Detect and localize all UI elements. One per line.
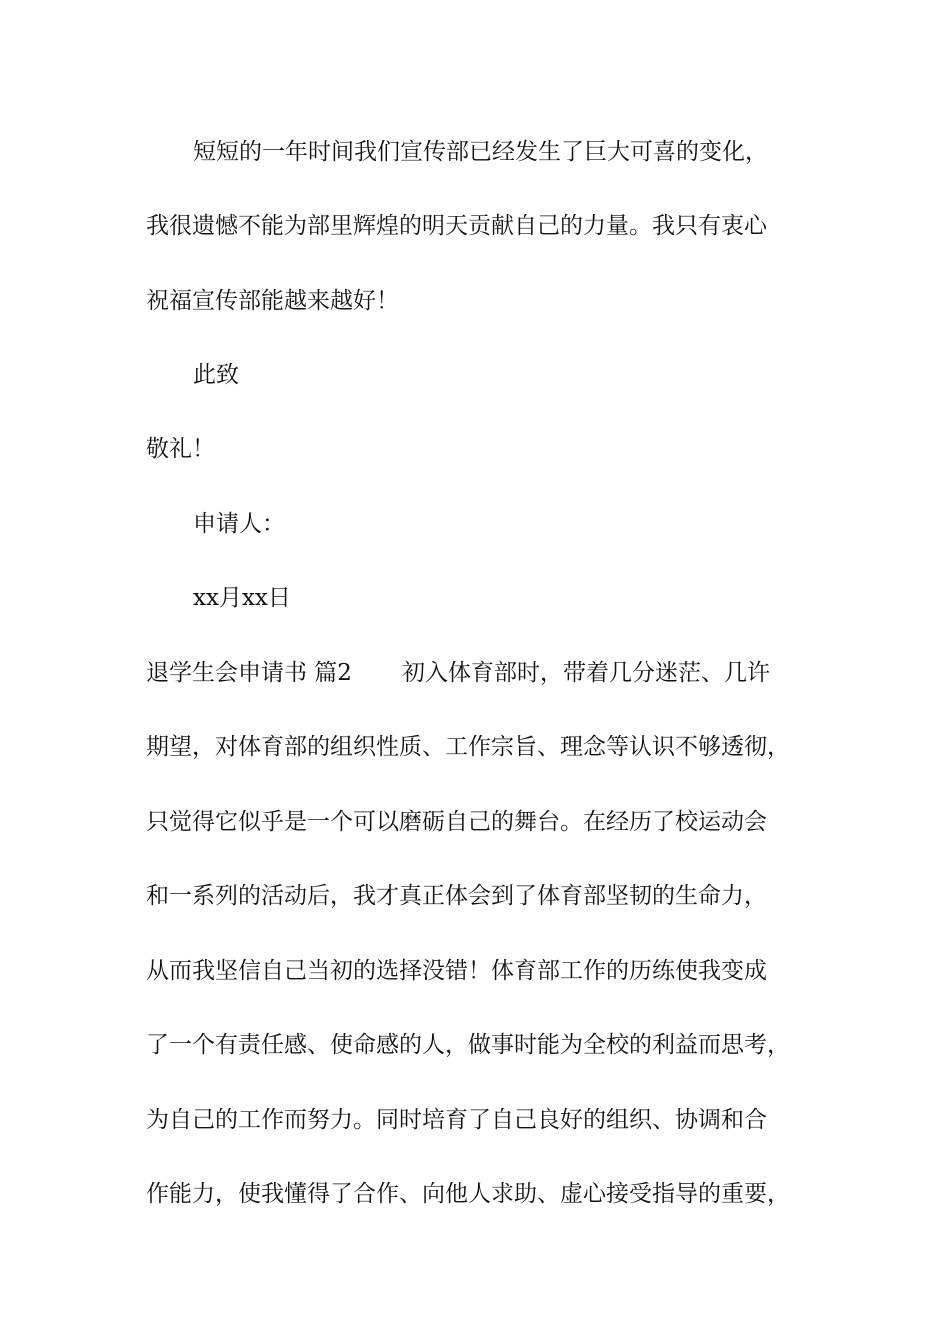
paragraph-line-13: 了一个有责任感、使命感的人，做事时能为全校的利益而思考， — [146, 1032, 790, 1058]
section-heading-line — [146, 653, 770, 693]
closing-salutation: 此致 — [193, 362, 239, 388]
section-body-start: 初入体育部时，带着几分迷茫、几许 — [401, 660, 770, 686]
paragraph-line-2: 我很遗憾不能为部里辉煌的明天贡献自己的力量。我只有衷心 — [146, 213, 767, 239]
paragraph-line-14: 为自己的工作而努力。同时培育了自己良好的组织、协调和合 — [146, 1107, 767, 1133]
paragraph-line-10: 只觉得它似乎是一个可以磨砺自己的舞台。在经历了校运动会 — [146, 809, 767, 835]
paragraph-line-1: 短短的一年时间我们宣传部已经发生了巨大可喜的变化， — [193, 139, 768, 165]
paragraph-line-3: 祝福宣传部能越来越好！ — [146, 288, 399, 314]
paragraph-line-12: 从而我坚信自己当初的选择没错！体育部工作的历练使我变成 — [146, 958, 767, 984]
paragraph-line-11: 和一系列的活动后，我才真正体会到了体育部坚韧的生命力， — [146, 883, 767, 909]
date-line: xx月xx日 — [193, 585, 291, 611]
paragraph-line-9: 期望，对体育部的组织性质、工作宗旨、理念等认识不够透彻， — [146, 734, 790, 760]
section-title: 退学生会申请书 篇2 — [146, 660, 352, 686]
closing-regards: 敬礼！ — [146, 436, 215, 462]
applicant-label: 申请人： — [193, 511, 285, 537]
paragraph-line-15: 作能力，使我懂得了合作、向他人求助、虚心接受指导的重要， — [146, 1181, 790, 1207]
